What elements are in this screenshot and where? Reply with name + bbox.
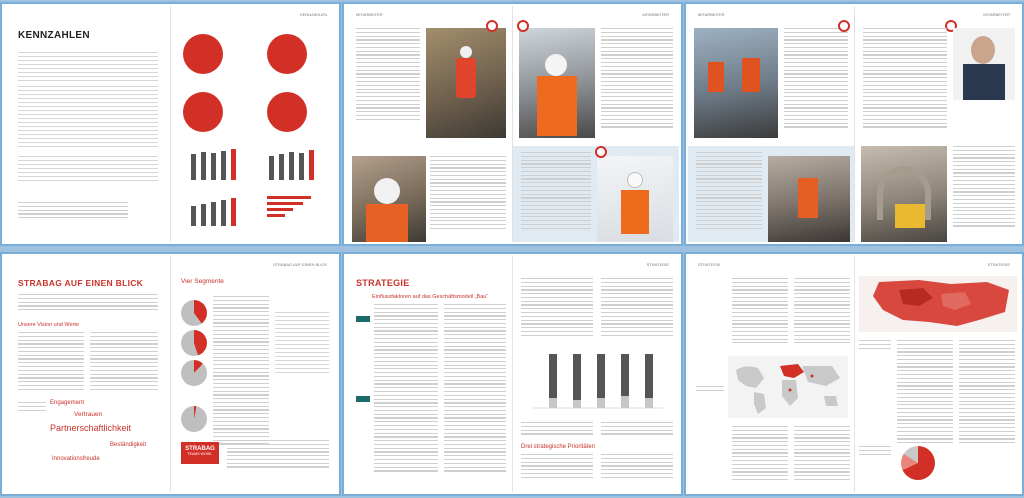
spread-strategy-1[interactable] xyxy=(346,256,679,492)
strategy-text-c xyxy=(732,426,788,486)
stacked-bar-chart xyxy=(527,348,667,414)
profile-text-8 xyxy=(953,146,1015,236)
page-right xyxy=(170,256,337,492)
page-title: STRABAG AUF EINEN BLICK xyxy=(18,278,144,288)
photo-worker-4 xyxy=(597,156,673,242)
strategy-text-a xyxy=(732,278,788,350)
value-word-engagement: Engagement xyxy=(50,400,85,406)
profile-text-2 xyxy=(601,28,673,138)
value-word-stability: Beständigkeit xyxy=(110,442,147,448)
key-figures-table-2 xyxy=(18,86,158,150)
pie-chart-4 xyxy=(267,92,307,132)
value-word-innovation: Innovationsfreude xyxy=(52,456,100,462)
segment-pie-3 xyxy=(181,360,207,386)
section-subtitle: Unsere Vision und Werte xyxy=(18,322,79,328)
vision-text-right xyxy=(90,332,158,396)
spread-employees-2[interactable] xyxy=(688,6,1020,242)
running-header: MITARBEITER xyxy=(642,12,669,17)
market-text-a xyxy=(859,340,891,356)
pie-caption xyxy=(859,446,891,462)
chart-caption-right xyxy=(601,422,673,440)
section-subtitle-2: Drei strategische Prioritäten xyxy=(521,444,596,450)
pie-chart-2 xyxy=(267,34,307,74)
page-right xyxy=(854,256,1020,492)
spread-employees-1[interactable] xyxy=(346,6,679,242)
value-word-partnership: Partnerschaftlichkeit xyxy=(50,423,132,433)
pie-chart-3 xyxy=(183,92,223,132)
location-pin-icon xyxy=(838,20,850,32)
profile-text-6 xyxy=(863,28,947,138)
profile-text-5 xyxy=(784,28,848,138)
europe-map xyxy=(859,276,1017,332)
strabag-logo-icon xyxy=(181,442,219,464)
segment-table xyxy=(275,312,329,376)
key-figures-table-3 xyxy=(18,156,158,184)
page-left xyxy=(346,256,512,492)
section-subtitle: Einflussfaktoren auf das Geschäftsmodell „Bau“ xyxy=(372,294,489,300)
spread-kennzahlen[interactable] xyxy=(4,6,337,242)
strategy-text-d xyxy=(794,426,850,486)
page-right xyxy=(170,6,337,242)
world-map xyxy=(728,356,848,418)
priorities-text-right xyxy=(601,454,673,486)
vision-text-left xyxy=(18,332,84,396)
intro-bullets xyxy=(18,294,158,318)
page-left xyxy=(4,256,170,492)
running-header: STRABAG AUF EINEN BLICK xyxy=(272,262,327,267)
page-left xyxy=(4,6,170,242)
spread-overview[interactable] xyxy=(4,256,337,492)
key-figures-table-1 xyxy=(18,52,158,84)
bar-chart-1 xyxy=(189,146,249,180)
bar-chart-2 xyxy=(267,146,327,180)
segment-pie-1 xyxy=(181,300,207,326)
running-header: STRATEGIE xyxy=(987,262,1010,267)
icon-marker-2 xyxy=(356,396,370,402)
strategy-text-top-right xyxy=(601,278,673,342)
pie-chart-1 xyxy=(183,34,223,74)
photo-tunnel-worker xyxy=(768,156,850,242)
strategy-text-col2 xyxy=(444,304,506,484)
icon-marker-1 xyxy=(356,316,370,322)
page-right xyxy=(854,6,1020,242)
photo-portrait xyxy=(953,28,1015,100)
page-title: STRATEGIE xyxy=(356,278,410,288)
value-word-trust: Vertrauen xyxy=(74,411,103,418)
page-right xyxy=(512,6,679,242)
logo-text: STRABAG xyxy=(185,446,215,452)
location-pin-icon xyxy=(595,146,607,158)
logo-subtext: TEAMS WORK. xyxy=(187,452,213,456)
strategy-text-col1 xyxy=(374,304,438,484)
market-pie-chart xyxy=(901,446,935,480)
priorities-text-left xyxy=(521,454,593,486)
footnotes xyxy=(18,202,128,224)
market-text-c xyxy=(959,340,1015,452)
running-header: STRATEGIE xyxy=(646,262,669,267)
page-title: KENNZAHLEN xyxy=(18,30,90,41)
page-left xyxy=(688,6,854,242)
spread-strategy-2[interactable] xyxy=(688,256,1020,492)
bottom-text xyxy=(227,440,329,476)
chart-caption xyxy=(521,422,593,440)
segments-title: Vier Segmente xyxy=(181,278,224,285)
bar-chart-3 xyxy=(189,192,249,226)
photo-worker-1 xyxy=(426,28,506,138)
market-text-b xyxy=(897,340,953,452)
strategy-text-b xyxy=(794,278,850,350)
running-header: MITARBEITER xyxy=(356,12,383,17)
photo-tunnel xyxy=(861,146,947,242)
values-note xyxy=(18,402,46,418)
strategy-text-top-left xyxy=(521,278,593,342)
profile-text-7 xyxy=(696,152,762,236)
page-right xyxy=(512,256,679,492)
segment-pie-4 xyxy=(181,406,207,432)
location-pin-icon xyxy=(517,20,529,32)
running-header: MITARBEITER xyxy=(983,12,1010,17)
page-left xyxy=(346,6,512,242)
profile-text-1 xyxy=(356,28,420,128)
segment-pie-2 xyxy=(181,330,207,356)
photo-worker-3 xyxy=(352,156,426,242)
side-note xyxy=(696,386,724,398)
running-header: MITARBEITER xyxy=(698,12,725,17)
segment-text xyxy=(213,296,269,456)
profile-text-3 xyxy=(430,156,506,236)
location-pin-icon xyxy=(486,20,498,32)
profile-text-4 xyxy=(521,152,591,236)
running-header: KENNZAHLEN xyxy=(300,12,327,17)
running-header: STRATEGIE xyxy=(698,262,721,267)
page-left xyxy=(688,256,854,492)
photo-worker-2 xyxy=(519,28,595,138)
photo-worker-5 xyxy=(694,28,778,138)
horizontal-bar-chart xyxy=(267,192,327,226)
